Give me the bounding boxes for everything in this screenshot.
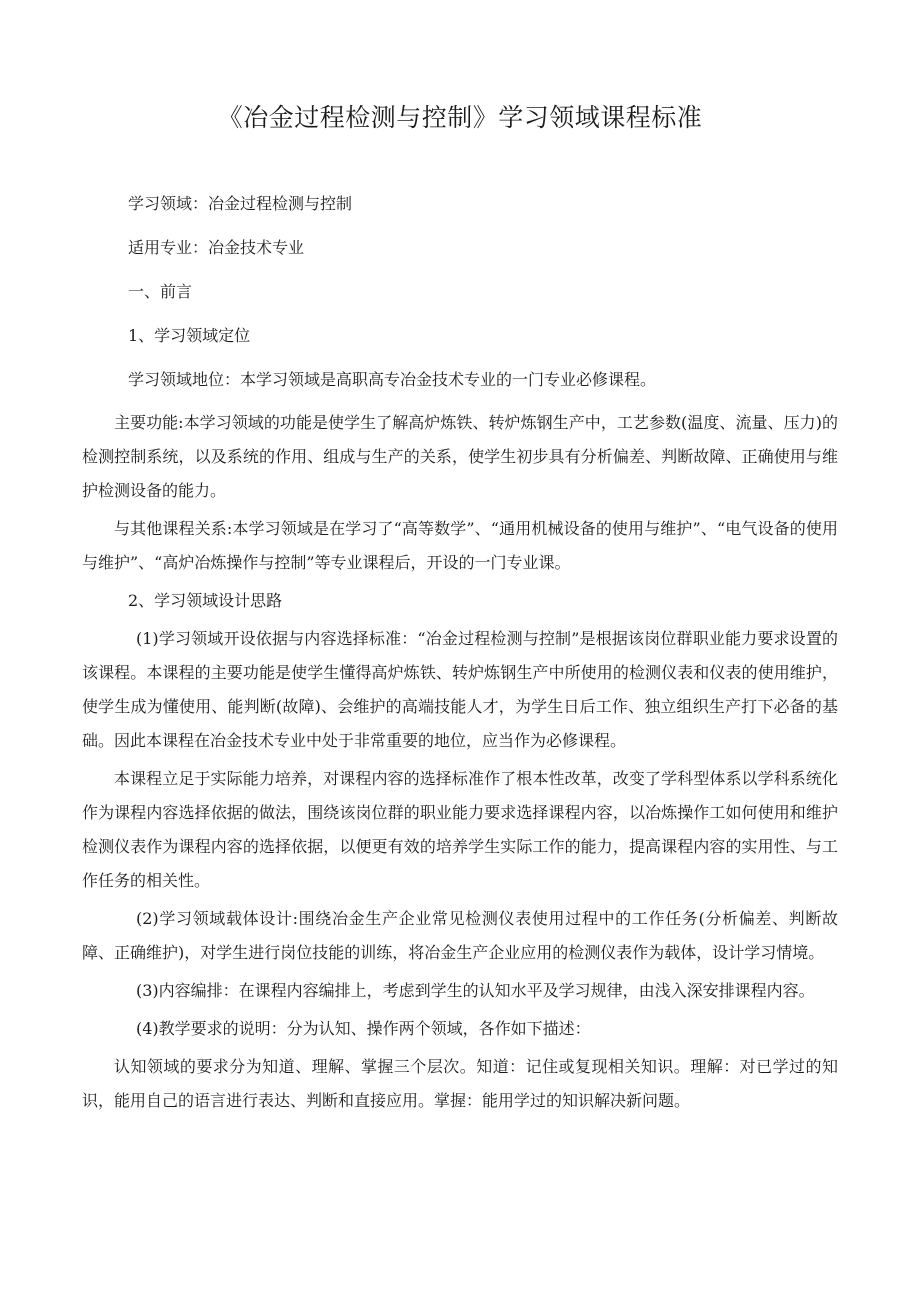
paragraph-main-function: 主要功能:本学习领域的功能是使学生了解高炉炼铁、转炉炼钢生产中，工艺参数(温度、流量、压力)的检测控制系统，以及系统的作用、组成与生产的关系，使学生初步具有分析偏差、判断故障、正确使用与维护检测设备的能力。	[82, 413, 838, 500]
section-heading-preface: 一、前言	[128, 282, 193, 301]
paragraph-ability-training: 本课程立足于实际能力培养，对课程内容的选择标准作了根本性改革，改变了学科型体系以学科系统化作为课程内容选择依据的做法，围绕该岗位群的职业能力要求选择课程内容，以冶炼操作工如何使用和维护检测仪表作为课程内容的选择依据，以便更有效的培养学生实际工作的能力，提高课程内容的实用性、与工作任务的相关性。	[82, 769, 838, 890]
subsection-heading-positioning: 1、学习领域定位	[128, 326, 251, 345]
paragraph-course-relations: 与其他课程关系:本学习领域是在学习了“高等数学”、“通用机械设备的使用与维护”、“电气设备的使用与维护”、“高炉冶炼操作与控制”等专业课程后，开设的一门专业课。	[82, 519, 838, 572]
paragraph-content-arrangement: (3)内容编排：在课程内容编排上，考虑到学生的认知水平及学习规律，由浅入深安排课程内容。	[136, 981, 815, 1000]
subsection-heading-design: 2、学习领域设计思路	[128, 591, 283, 610]
paragraph-cognitive-domain: 认知领域的要求分为知道、理解、掌握三个层次。知道：记住或复现相关知识。理解：对已学过的知识，能用自己的语言进行表达、判断和直接应用。掌握：能用学过的知识解决新问题。	[82, 1057, 838, 1110]
field-applicable-major: 适用专业：冶金技术专业	[128, 238, 305, 257]
paragraph-carrier-design: (2)学习领域载体设计:围绕冶金生产企业常见检测仪表使用过程中的工作任务(分析偏差、判断故障、正确维护)，对学生进行岗位技能的训练，将冶金生产企业应用的检测仪表作为载体，设计学习情境。	[82, 909, 838, 962]
paragraph-design-basis: (1)学习领域开设依据与内容选择标准：“冶金过程检测与控制”是根据该岗位群职业能力要求设置的该课程。本课程的主要功能是使学生懂得高炉炼铁、转炉炼钢生产中所使用的检测仪表和仪表的使用维护，使学生成为懂使用、能判断(故障)、会维护的高端技能人才，为学生日后工作、独立组织生产打下必备的基础。因此本课程在冶金技术专业中处于非常重要的地位，应当作为必修课程。	[82, 629, 838, 750]
field-study-area: 学习领域：冶金过程检测与控制	[128, 194, 353, 213]
document-title: 《冶金过程检测与控制》学习领域课程标准	[217, 103, 703, 132]
paragraph-status: 学习领域地位：本学习领域是高职高专冶金技术专业的一门专业必修课程。	[128, 370, 657, 389]
document-body	[82, 188, 838, 1122]
paragraph-teaching-requirements: (4)教学要求的说明：分为认知、操作两个领域，各作如下描述：	[136, 1019, 591, 1038]
